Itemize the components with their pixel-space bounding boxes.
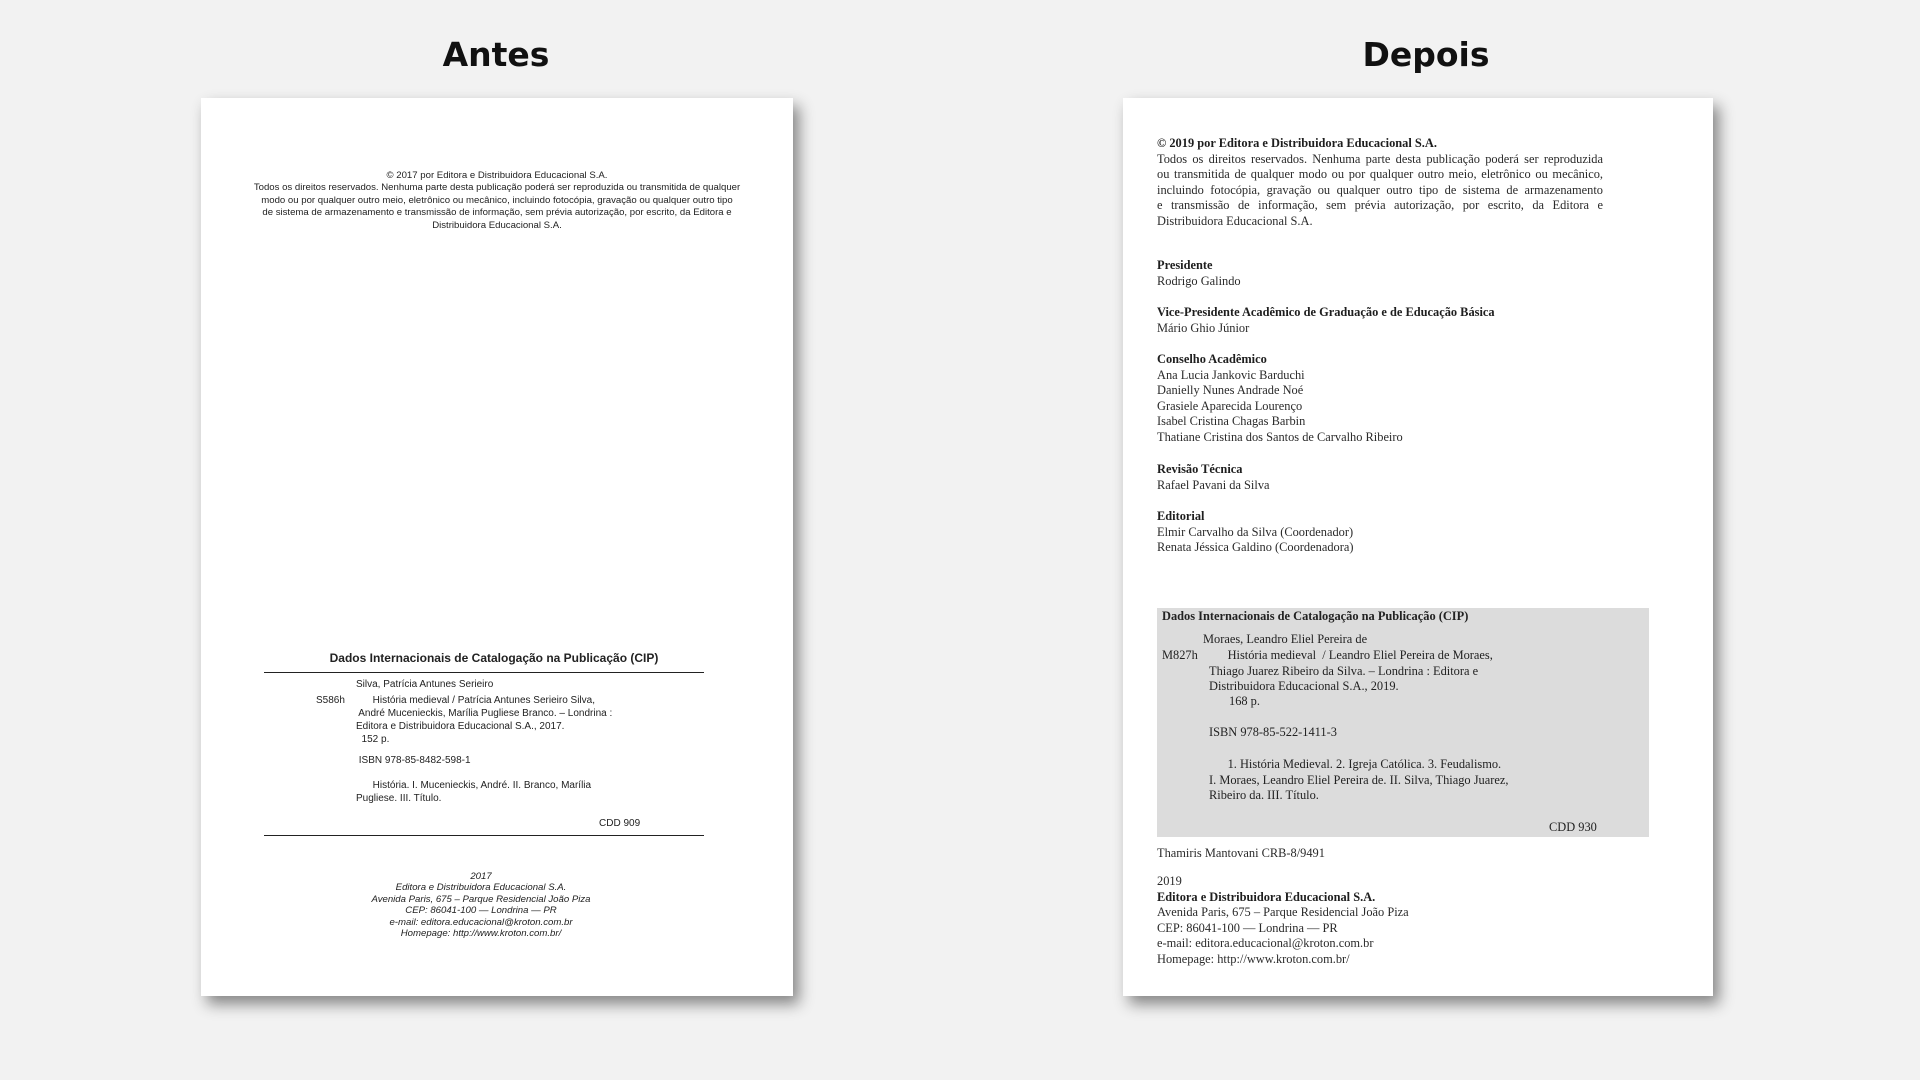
- cip-desc-line: História medieval / Leandro Eliel Pereira de Moraes,: [1209, 648, 1493, 662]
- after-cip-code: M827h: [1162, 648, 1198, 662]
- before-cip-description: [356, 694, 646, 746]
- copyright-line: e transmissão de informação, sem prévia autorização, por escrito, da Editora e: [1157, 198, 1603, 213]
- copyright-line: Distribuidora Educacional S.A.: [1157, 213, 1313, 228]
- after-cip-author: Moraes, Leandro Eliel Pereira de: [1203, 632, 1368, 646]
- editorial-section: [1157, 509, 1353, 556]
- after-cip-description: [1209, 648, 1529, 695]
- academic-council-label: Conselho Acadêmico: [1157, 352, 1267, 366]
- copyright-line: © 2017 por Editora e Distribuidora Educacional S.A.: [386, 170, 608, 181]
- council-member: Thatiane Cristina dos Santos de Carvalho Ribeiro: [1157, 429, 1403, 444]
- cip-desc-line: André Mucenieckis, Marília Pugliese Branco. – Londrina :: [356, 708, 613, 719]
- after-cip-pages: 168 p.: [1229, 694, 1260, 708]
- cip-desc-line: 152 p.: [356, 734, 390, 745]
- technical-review-label: Revisão Técnica: [1157, 462, 1243, 476]
- before-heading: Antes: [442, 35, 550, 74]
- vice-president-section: [1157, 305, 1495, 336]
- publisher-line: e-mail: editora.educacional@kroton.com.br: [389, 916, 573, 928]
- after-page: [1123, 98, 1713, 996]
- publisher-line: CEP: 86041-100 — Londrina — PR: [1157, 920, 1338, 935]
- copyright-line: Distribuidora Educacional S.A.: [432, 219, 562, 231]
- before-cip-code: S586h: [316, 695, 345, 706]
- after-cip-title: Dados Internacionais de Catalogação na Publicação (CIP): [1162, 609, 1469, 623]
- publisher-line: CEP: 86041-100 — Londrina — PR: [405, 905, 557, 917]
- after-copyright-notice: [1157, 136, 1603, 230]
- after-publisher-info: [1157, 874, 1409, 968]
- editorial-label: Editorial: [1157, 509, 1205, 523]
- publisher-line: Homepage: http://www.kroton.com.br/: [1157, 951, 1350, 966]
- vice-president-name: Mário Ghio Júnior: [1157, 320, 1250, 335]
- copyright-title: © 2019 por Editora e Distribuidora Educacional S.A.: [1157, 136, 1437, 150]
- cip-desc-line: Editora e Distribuidora Educacional S.A., 2017.: [356, 721, 565, 732]
- council-member: Isabel Cristina Chagas Barbin: [1157, 414, 1306, 429]
- copyright-line: incluindo fotocópia, gravação ou qualquer outro tipo de sistema de armazenamento: [1157, 182, 1603, 197]
- cip-desc-line: Thiago Juarez Ribeiro da Silva. – Londrina : Editora e: [1209, 663, 1479, 678]
- before-cip-isbn: ISBN 978-85-8482-598-1: [356, 755, 471, 766]
- after-heading: Depois: [1362, 35, 1490, 74]
- president-label: Presidente: [1157, 258, 1213, 272]
- after-cip-isbn: ISBN 978-85-522-1411-3: [1209, 725, 1337, 739]
- publisher-line: e-mail: editora.educacional@kroton.com.br: [1157, 936, 1374, 951]
- before-cip-title: Dados Internacionais de Catalogação na Publicação (CIP): [329, 651, 659, 665]
- publication-year: 2019: [1157, 874, 1182, 888]
- academic-council-section: [1157, 352, 1403, 446]
- copyright-line: Todos os direitos reservados. Nenhuma parte desta publicação poderá ser reproduzida ou transmitida de qualquer: [253, 182, 741, 194]
- publisher-line: Editora e Distribuidora Educacional S.A.: [395, 882, 567, 894]
- before-page: [201, 98, 793, 996]
- copyright-line: Todos os direitos reservados. Nenhuma parte desta publicação poderá ser reproduzida: [1157, 151, 1603, 166]
- cip-subject-line: Ribeiro da. III. Título.: [1209, 788, 1319, 803]
- cip-subject-line: História. I. Mucenieckis, André. II. Branco, Marília: [356, 780, 592, 791]
- cip-bottom-rule: [264, 835, 704, 836]
- editorial-member: Elmir Carvalho da Silva (Coordenador): [1157, 524, 1354, 539]
- after-cip-subjects: [1209, 757, 1529, 804]
- librarian-credit: Thamiris Mantovani CRB-8/9491: [1157, 846, 1325, 860]
- publisher-name: Editora e Distribuidora Educacional S.A.: [1157, 889, 1376, 904]
- before-cip-cdd: CDD 909: [599, 818, 641, 829]
- after-cip-box: [1157, 608, 1649, 837]
- president-section: [1157, 258, 1241, 289]
- editorial-member: Renata Jéssica Galdino (Coordenadora): [1157, 540, 1354, 555]
- president-name: Rodrigo Galindo: [1157, 273, 1241, 288]
- before-copyright-notice: [226, 170, 768, 232]
- technical-reviewer: Rafael Pavani da Silva: [1157, 477, 1270, 492]
- cip-desc-line: Distribuidora Educacional S.A., 2019.: [1209, 679, 1399, 694]
- before-cip-subjects: [356, 779, 616, 805]
- publisher-line: 2017: [470, 871, 492, 882]
- cip-subject-line: 1. História Medieval. 2. Igreja Católica. 3. Feudalismo.: [1209, 757, 1502, 771]
- after-cip-cdd: CDD 930: [1549, 820, 1597, 834]
- copyright-line: modo ou por qualquer outro meio, eletrônico ou mecânico, incluindo fotocópia, gravação ou qualquer outro tipo: [261, 194, 733, 206]
- before-publisher-info: [251, 871, 711, 939]
- technical-review-section: [1157, 462, 1270, 493]
- cip-desc-line: História medieval / Patrícia Antunes Serieiro Silva,: [356, 695, 595, 706]
- copyright-line: de sistema de armazenamento e transmissão de informação, sem prévia autorização, por escrito, da Editora e: [262, 207, 732, 219]
- cip-top-rule: [264, 672, 704, 673]
- council-member: Danielly Nunes Andrade Noé: [1157, 383, 1304, 398]
- cip-subject-line: I. Moraes, Leandro Eliel Pereira de. II. Silva, Thiago Juarez,: [1209, 772, 1509, 787]
- copyright-line: ou transmitida de qualquer modo ou por qualquer outro meio, eletrônico ou mecânico,: [1157, 167, 1603, 182]
- publisher-line: Homepage: http://www.kroton.com.br/: [400, 928, 562, 940]
- publisher-line: Avenida Paris, 675 – Parque Residencial João Piza: [371, 893, 591, 905]
- vice-president-label: Vice-Presidente Acadêmico de Graduação e de Educação Básica: [1157, 305, 1495, 319]
- cip-subject-line: Pugliese. III. Título.: [356, 793, 442, 804]
- council-member: Grasiele Aparecida Lourenço: [1157, 398, 1303, 413]
- council-member: Ana Lucia Jankovic Barduchi: [1157, 367, 1305, 382]
- before-cip-author: Silva, Patrícia Antunes Serieiro: [356, 679, 494, 690]
- publisher-line: Avenida Paris, 675 – Parque Residencial João Piza: [1157, 905, 1409, 920]
